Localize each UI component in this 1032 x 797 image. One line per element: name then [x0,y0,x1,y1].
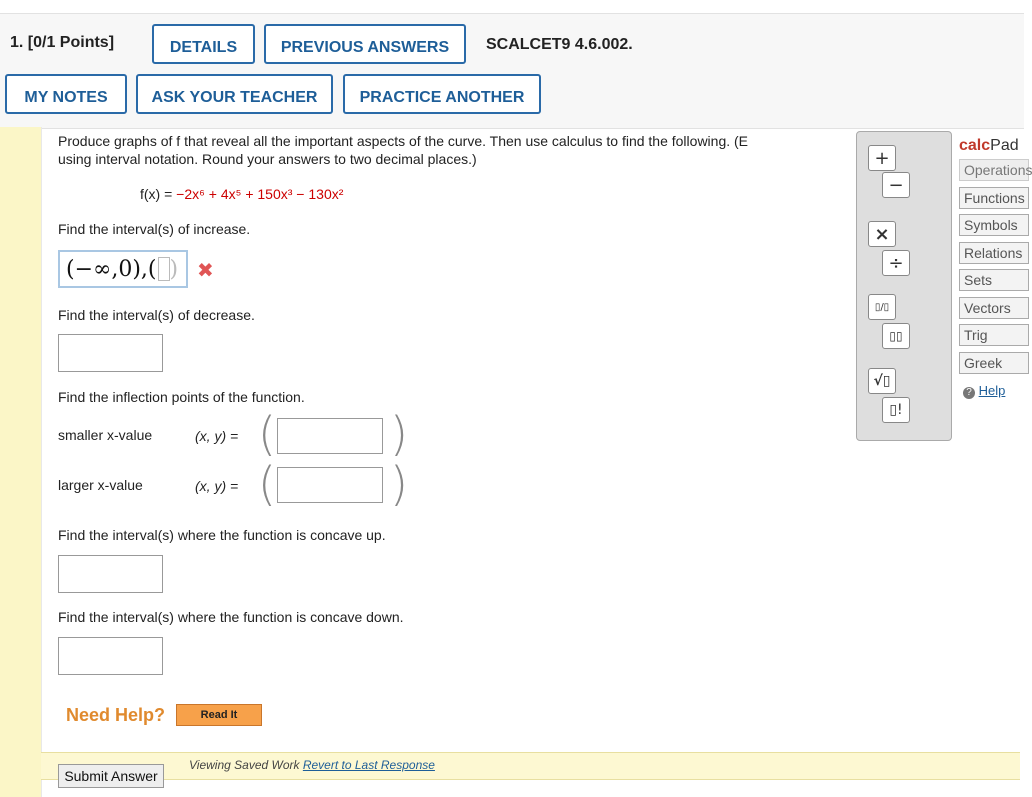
calcpad-tab-operations[interactable]: Operations [959,159,1029,181]
left-status-bar [0,127,41,797]
calcpad-tab-vectors[interactable]: Vectors [959,297,1029,319]
increase-close-paren: ) [169,256,179,282]
viewing-saved-work [189,758,435,772]
larger-open-paren: ( [258,457,276,511]
my-notes-button[interactable]: MY NOTES [5,74,127,114]
content-divider [41,127,42,797]
viewing-text: Viewing Saved Work [189,758,303,772]
larger-xy-label: (x, y) = [195,478,239,494]
inflection-prompt: Find the inflection points of the function. [58,389,305,405]
divide-key[interactable]: ÷ [882,250,910,276]
question-number: 1. [0/1 Points] [10,34,115,51]
function-definition [140,186,343,202]
increase-answer-field[interactable] [58,250,188,288]
problem-intro-line2: using interval notation. Round your answers to two decimal places.) [58,151,477,167]
calcpad-tab-sets[interactable]: Sets [959,269,1029,291]
decrease-answer-input[interactable] [58,334,163,372]
incorrect-icon: ✖ [197,260,214,282]
calcpad-tab-symbols[interactable]: Symbols [959,214,1029,236]
decrease-prompt: Find the interval(s) of decrease. [58,307,255,323]
function-lhs: f(x) = [140,186,177,202]
smaller-inflection-input[interactable] [277,418,383,454]
concave-down-input[interactable] [58,637,163,675]
calcpad-help[interactable] [963,383,1005,399]
concave-up-input[interactable] [58,555,163,593]
factorial-key[interactable]: ▯! [882,397,910,423]
power-key[interactable]: ▯▯ [882,323,910,349]
calcpad-help-link[interactable]: Help [978,383,1006,398]
larger-close-paren: ) [390,457,408,511]
concave-down-prompt: Find the interval(s) where the function is concave down. [58,609,404,625]
question-code: SCALCET9 4.6.002. [486,36,633,53]
minus-key[interactable]: − [882,172,910,198]
concave-up-prompt: Find the interval(s) where the function is concave up. [58,527,386,543]
saved-work-bar [41,752,1020,780]
smaller-close-paren: ) [390,407,408,461]
function-rhs: −2x⁶ + 4x⁵ + 150x³ − 130x² [176,186,344,202]
need-help-label: Need Help? [66,705,166,725]
details-button[interactable]: DETAILS [152,24,255,64]
ask-teacher-button[interactable]: ASK YOUR TEACHER [136,74,333,114]
calcpad-tab-functions[interactable]: Functions [959,187,1029,209]
help-icon: ? [963,387,975,399]
revert-link[interactable]: Revert to Last Response [302,758,435,772]
larger-x-label: larger x-value [58,477,143,493]
read-it-button[interactable]: Read It [176,704,262,726]
plus-key[interactable]: + [868,145,896,171]
smaller-xy-label: (x, y) = [195,428,239,444]
calcpad-title-pad: Pad [990,137,1019,154]
fraction-key[interactable]: ▯/▯ [868,294,896,320]
calcpad-title-calc: calc [959,137,991,154]
submit-answer-button[interactable]: Submit Answer [58,764,164,788]
increase-prompt: Find the interval(s) of increase. [58,221,251,237]
larger-inflection-input[interactable] [277,467,383,503]
calcpad-tab-greek[interactable]: Greek [959,352,1029,374]
smaller-x-label: smaller x-value [58,427,153,443]
cursor-placeholder [158,257,170,281]
sqrt-key[interactable]: √▯ [868,368,896,394]
times-key[interactable]: × [868,221,896,247]
previous-answers-button[interactable]: PREVIOUS ANSWERS [264,24,466,64]
calcpad-tab-trig[interactable]: Trig [959,324,1029,346]
problem-intro-line1: Produce graphs of f that reveal all the important aspects of the curve. Then use calculus to find the following. (E [58,133,749,149]
increase-answer-value: (−∞,0),( [66,256,157,282]
calcpad-tab-relations[interactable]: Relations [959,242,1029,264]
calcpad-title [959,137,1019,155]
practice-another-button[interactable]: PRACTICE ANOTHER [343,74,541,114]
smaller-open-paren: ( [258,407,276,461]
